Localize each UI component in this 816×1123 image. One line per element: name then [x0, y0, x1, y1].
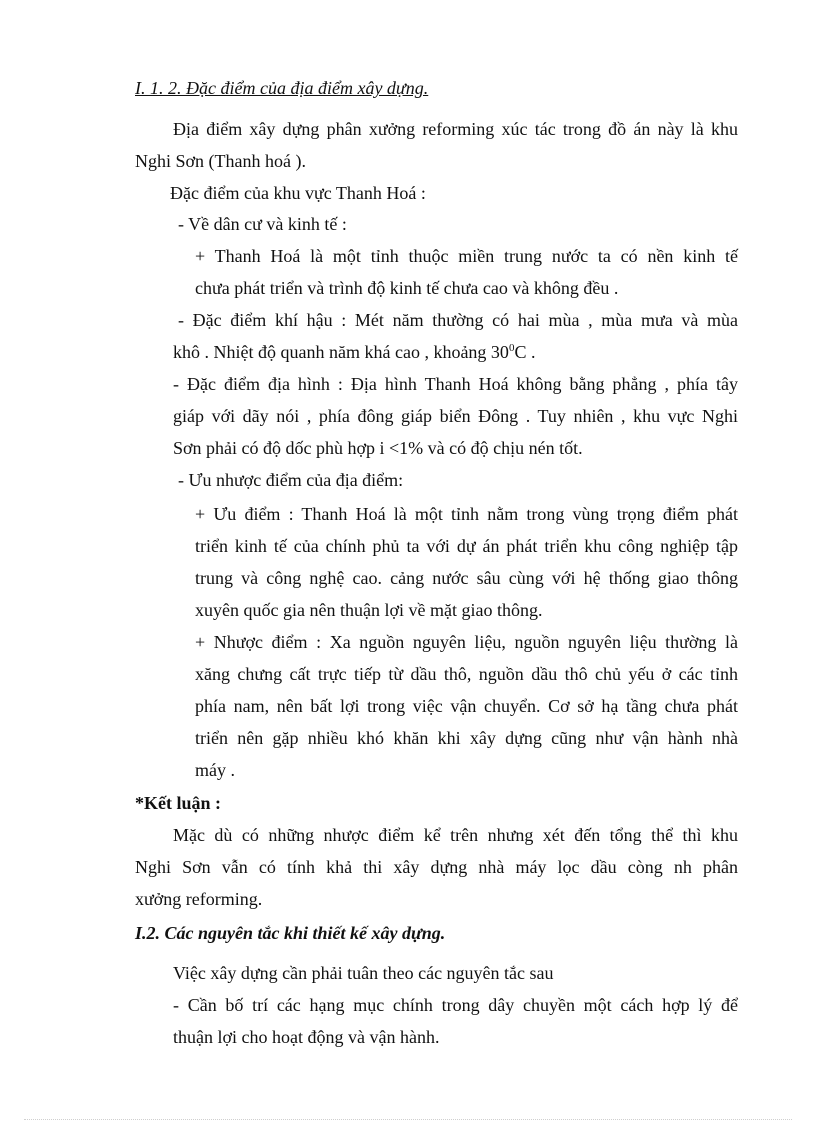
- conclusion-line-3: xưởng reforming.: [135, 889, 263, 909]
- climate-unit: C .: [514, 342, 536, 362]
- sub-bullet-advantage-line-4: xuyên quốc gia nên thuận lợi về mặt giao thông.: [195, 600, 543, 620]
- degree-superscript: 0: [508, 342, 515, 354]
- sub-bullet-economy-line-2: chưa phát triển và trình độ kinh tế chưa cao và không đều .: [195, 278, 619, 298]
- sub-bullet-disadvantage-line-3: phía nam, nên bất lợi trong việc vận chuyển. Cơ sở hạ tầng chưa phát: [195, 696, 738, 716]
- sub-bullet-disadvantage-line-5: máy .: [195, 760, 235, 780]
- principles-intro: Việc xây dựng cần phải tuân theo các nguyên tắc sau: [173, 963, 554, 983]
- sub-bullet-advantage-line-3: trung và công nghệ cao. cảng nước sâu cùng với hệ thống giao thông: [195, 568, 738, 588]
- principle-1-line-1: - Cần bố trí các hạng mục chính trong dây chuyền một cách hợp lý để: [173, 995, 738, 1015]
- sub-bullet-economy-line-1: + Thanh Hoá là một tỉnh thuộc miền trung nước ta có nền kinh tế: [195, 246, 738, 266]
- bullet-climate-line-2: [173, 341, 535, 363]
- bullet-terrain-line-3: Sơn phải có độ dốc phù hợp i <1% và có độ chịu nén tốt.: [173, 438, 583, 458]
- conclusion-label: *Kết luận :: [135, 793, 222, 813]
- conclusion-line-1: Mặc dù có những nhược điểm kể trên nhưng xét đến tổng thể thì khu: [173, 825, 738, 845]
- sub-bullet-disadvantage-line-4: triển nên gặp nhiều khó khăn khi xây dựng cũng như vận hành nhà: [195, 728, 738, 748]
- principle-1-line-2: thuận lợi cho hoạt động và vận hành.: [173, 1027, 440, 1047]
- paragraph-location-line-1: Địa điểm xây dựng phân xưởng reforming xúc tác trong đồ án này là khu: [173, 119, 738, 139]
- section-heading-1-2: I.2. Các nguyên tắc khi thiết kế xây dựng.: [135, 923, 446, 943]
- sub-bullet-disadvantage-line-1: + Nhược điểm : Xa nguồn nguyên liệu, nguồn nguyên liệu thường là: [195, 632, 738, 652]
- sub-bullet-disadvantage-line-2: xăng chưng cất trực tiếp từ dầu thô, nguồn dầu thô chủ yếu ở các tỉnh: [195, 664, 738, 684]
- bullet-terrain-line-1: - Đặc điểm địa hình : Địa hình Thanh Hoá không bằng phẳng , phía tây: [173, 374, 738, 394]
- bullet-terrain-line-2: giáp với dãy nói , phía đông giáp biển Đông . Tuy nhiên , khu vực Nghi: [173, 406, 738, 426]
- bullet-population-economy: - Về dân cư và kinh tế :: [178, 214, 347, 234]
- bullet-climate-line-1: - Đặc điểm khí hậu : Mét năm thường có hai mùa , mùa mưa và mùa: [178, 310, 738, 330]
- sub-bullet-advantage-line-2: triển kinh tế của chính phủ ta với dự án phát triển khu công nghiệp tập: [195, 536, 738, 556]
- bullet-pros-cons: - Ưu nhược điểm của địa điểm:: [178, 470, 404, 490]
- page-bottom-divider: [24, 1119, 792, 1120]
- paragraph-location-line-2: Nghi Sơn (Thanh hoá ).: [135, 151, 306, 171]
- climate-text: khô . Nhiệt độ quanh năm khá cao , khoảng 30: [173, 342, 509, 362]
- paragraph-area-features: Đặc điểm của khu vực Thanh Hoá :: [170, 183, 426, 203]
- conclusion-line-2: Nghi Sơn vẫn có tính khả thi xây dựng nhà máy lọc dầu còng nh phân: [135, 857, 738, 877]
- sub-bullet-advantage-line-1: + Ưu điểm : Thanh Hoá là một tỉnh nằm trong vùng trọng điểm phát: [195, 504, 738, 524]
- section-heading-1-1-2: I. 1. 2. Đặc điểm của địa điểm xây dựng.: [135, 78, 429, 98]
